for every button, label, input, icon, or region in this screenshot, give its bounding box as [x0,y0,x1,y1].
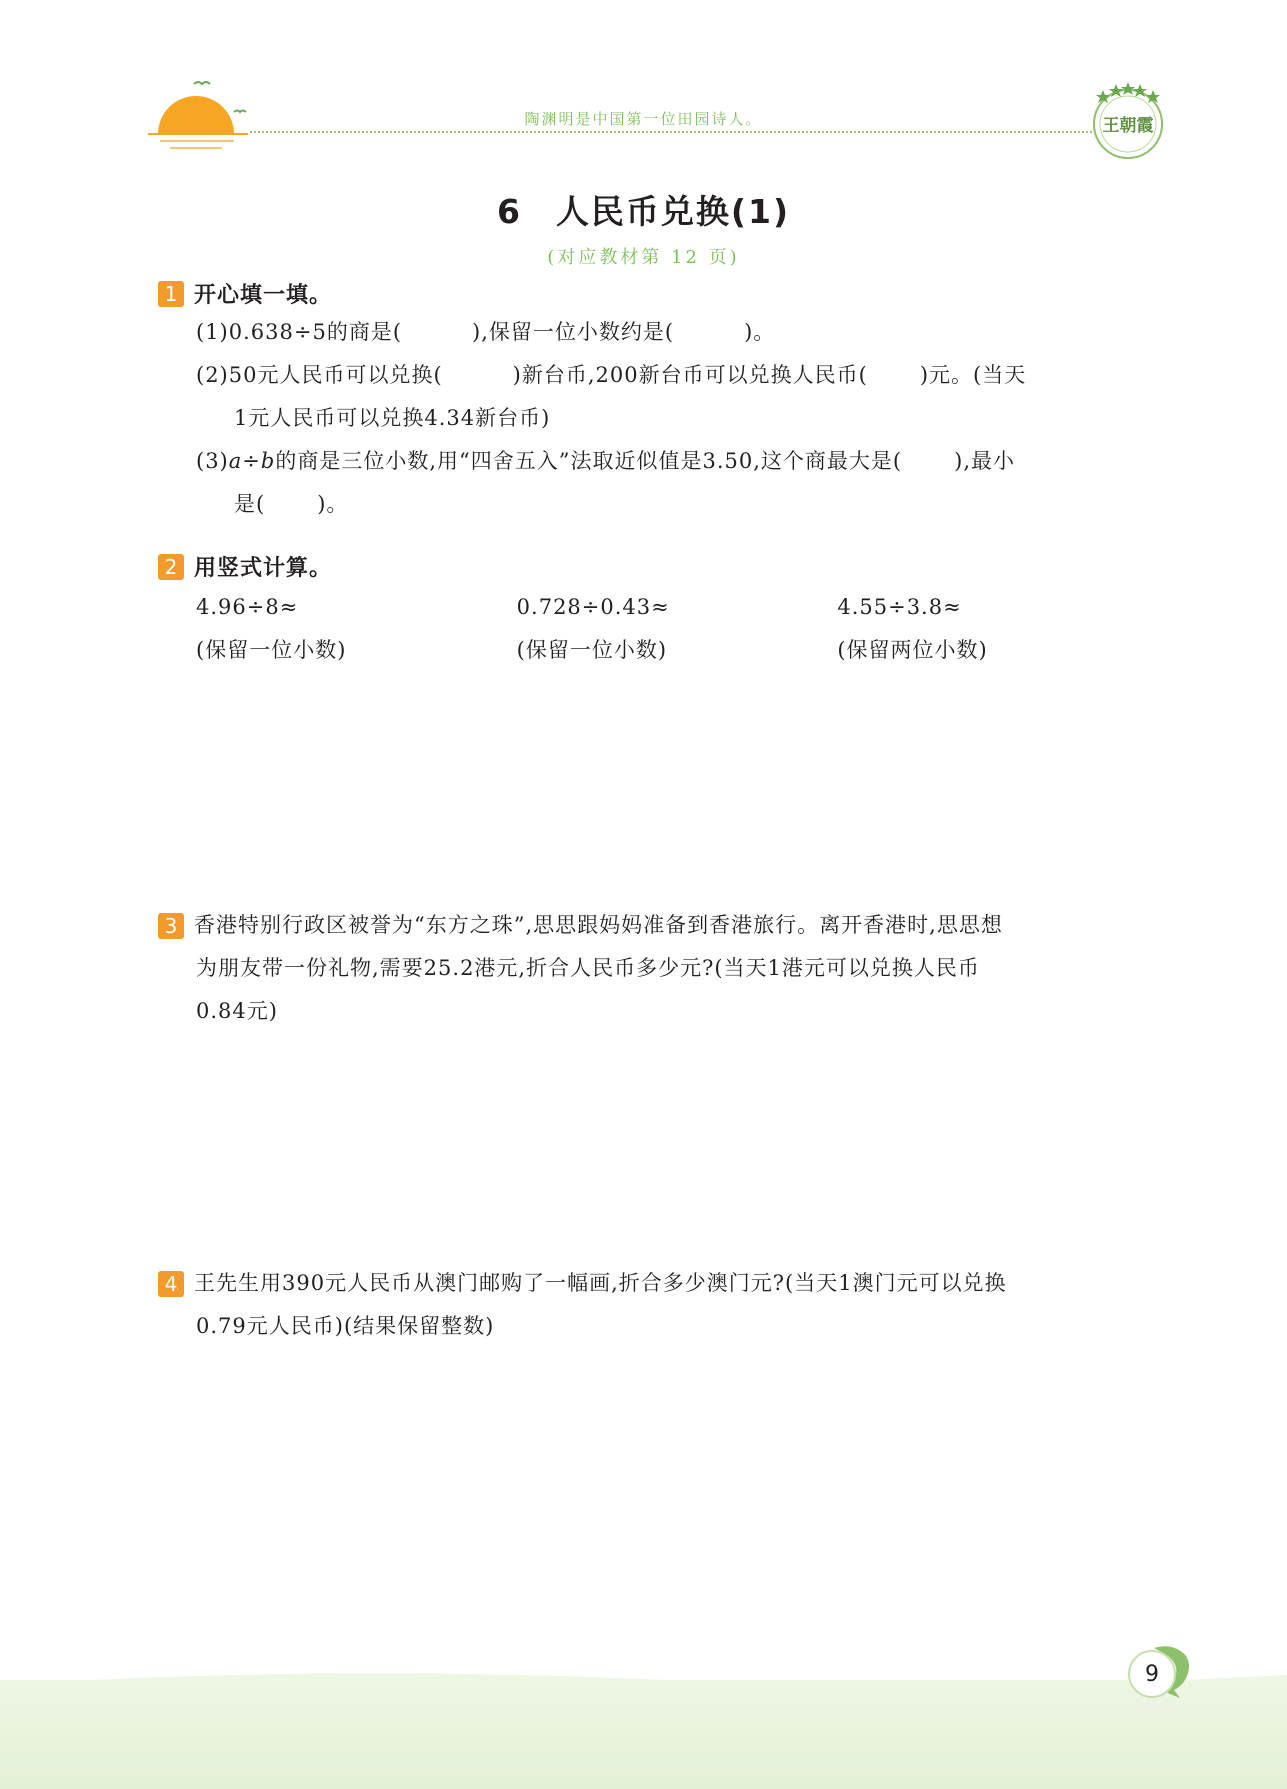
header-divider [250,131,1100,133]
calculation-row [158,586,1158,672]
q1-item-1-text-c: )。 [744,320,776,344]
page-number: 9 [1128,1650,1176,1698]
question-3-line-1: 香港特别行政区被誉为“东方之珠”,思思跟妈妈准备到香港旅行。离开香港时,思思想 [194,913,1003,937]
question-3-header [158,904,1158,947]
textbook-reference: (对应教材第 12 页) [547,247,740,268]
q1-item-3-text-b: 的商是三位小数,用“四舍五入”法取近似值是3.50,这个商最大是( [275,449,903,473]
question-4 [158,1262,1158,1348]
calc-column-3 [837,586,1158,672]
q1-item-2-text-b: )新台币,200新台币可以兑换人民币( [512,363,868,387]
q1-item-2-text-c: )元。(当天 [919,363,1027,387]
calc-expression: 0.728÷0.43≈ [516,595,670,619]
question-1-items [158,311,1158,526]
question-3-line-2: 为朋友带一份礼物,需要25.2港元,折合人民币多少元?(当天1港元可以兑换人民币 [196,956,980,980]
variable-a: a [228,449,243,473]
brand-seal-logo [1083,76,1173,166]
q1-item-3-text-e: )。 [317,492,349,516]
q1-item-1-text-a: (1)0.638÷5的商是( [196,320,403,344]
page-header [0,0,1287,170]
q1-item-3-continued [158,483,1158,526]
question-2 [158,551,1158,672]
q1-item-2-text-a: (2)50元人民币可以兑换( [196,363,443,387]
question-3-number: 3 [158,913,184,939]
question-2-heading: 用竖式计算。 [194,556,333,581]
divide-sign: ÷ [242,449,261,473]
question-2-header [158,551,1158,582]
lesson-name: 人民币兑换(1) [555,192,791,231]
question-1-heading: 开心填一填。 [194,283,333,308]
calc-column-1 [196,586,517,672]
calc-expression: 4.55÷3.8≈ [837,595,962,619]
question-1-header [158,278,1158,309]
q1-item-3-text-d: 是( [234,492,266,516]
question-3 [158,904,1158,1033]
question-4-line-2: 0.79元人民币)(结果保留整数) [196,1314,495,1338]
question-4-header [158,1262,1158,1305]
question-2-number: 2 [158,554,184,580]
q1-item-2 [158,354,1158,397]
variable-b: b [260,449,276,473]
lesson-number: 6 [496,192,522,231]
calc-note: (保留一位小数) [516,638,668,662]
calc-note: (保留一位小数) [196,638,347,662]
q1-item-3 [158,440,1158,483]
header-slogan: 陶渊明是中国第一位田园诗人。 [524,110,763,128]
question-4-line-1: 王先生用390元人民币从澳门邮购了一幅画,折合多少澳门元?(当天1澳门元可以兑换 [194,1271,1007,1295]
calc-note: (保留两位小数) [837,638,988,662]
calc-column-2 [517,586,838,672]
lesson-title [497,186,790,233]
question-3-line-3: 0.84元) [196,999,278,1023]
q1-item-3-text-c: ),最小 [954,449,1015,473]
q1-item-1 [158,311,1158,354]
calc-expression: 4.96÷8≈ [196,595,299,619]
svg-text:王朝霞: 王朝霞 [1102,116,1154,136]
page-number-badge [1124,1640,1196,1720]
question-1 [158,278,1158,526]
question-4-number: 4 [158,1271,184,1297]
q1-item-2-continued: 1元人民币可以兑换4.34新台币) [234,406,551,430]
footer-band [0,1680,1287,1789]
q1-item-1-text-b: ),保留一位小数约是( [472,320,675,344]
q1-item-3-text-a: (3) [196,449,229,473]
title-block [0,186,1287,269]
question-1-number: 1 [158,281,184,307]
